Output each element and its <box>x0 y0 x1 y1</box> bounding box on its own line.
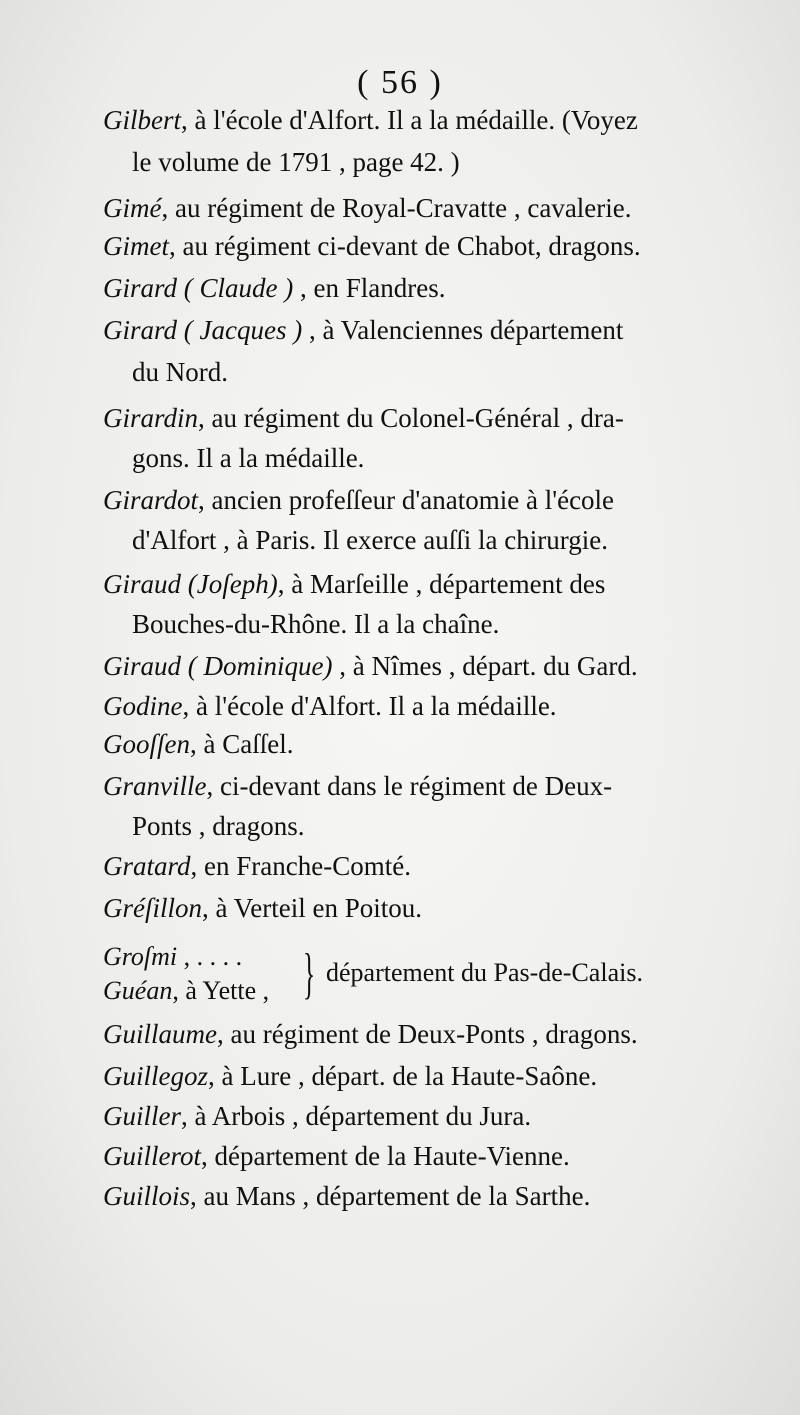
entry-girard-claude <box>103 270 763 307</box>
entry-name: Guiller <box>103 1101 181 1131</box>
entry-guillois <box>103 1178 763 1215</box>
entry-guean <box>103 974 269 1008</box>
brace-shared-text: département du Pas-de-Calais. <box>326 958 643 987</box>
entry-text: , au régiment du Colonel-Général , dra- <box>198 403 624 433</box>
entry-giraud-dominique <box>103 648 763 685</box>
entry-text: , à Yette , <box>172 976 270 1005</box>
entry-text: , à Marſeille , département des <box>277 569 606 599</box>
entry-name: Girard ( Claude ) <box>103 273 294 303</box>
entry-text: , à Arbois , département du Jura. <box>181 1101 532 1131</box>
entry-name: Guéan <box>103 976 173 1005</box>
entry-name: Godine <box>103 691 183 721</box>
entry-girardin <box>103 400 763 437</box>
entry-gratard <box>103 848 763 885</box>
entry-continuation: d'Alfort , à Paris. Il exerce auſſi la chirurgie. <box>132 525 608 555</box>
entry-name: Granville <box>103 771 207 801</box>
entry-godine <box>103 688 763 725</box>
entry-text: , département de la Haute-Vienne. <box>201 1141 570 1171</box>
entry-gimet <box>103 228 763 265</box>
entry-name: Gimé <box>103 193 162 223</box>
entry-gilbert <box>103 102 763 139</box>
entry-name: Gréſillon <box>103 893 202 923</box>
entry-continuation: du Nord. <box>132 357 228 387</box>
entry-gooffen <box>103 726 763 763</box>
entry-guillegoz <box>103 1058 763 1095</box>
entry-name: Girardot <box>103 485 199 515</box>
entry-name: Gilbert <box>103 105 181 135</box>
entry-granville <box>103 768 763 805</box>
curly-brace-icon: } <box>303 943 316 1005</box>
entry-continuation: Ponts , dragons. <box>132 811 305 841</box>
entry-text: , ci-devant dans le régiment de Deux- <box>206 771 613 801</box>
entry-name: Gooſſen <box>103 729 190 759</box>
entry-text: , . . . . <box>177 942 243 971</box>
entry-continuation: Bouches-du-Rhône. Il a la chaîne. <box>132 609 500 639</box>
entry-text: , en Flandres. <box>293 273 446 303</box>
entry-text: , à Nîmes , départ. du Gard. <box>332 651 638 681</box>
brace-group-pas-de-calais <box>103 940 783 1020</box>
entry-name: Girard ( Jacques ) <box>103 315 303 345</box>
entry-name: Gimet <box>103 231 169 261</box>
entry-name: Gratard <box>103 851 191 881</box>
entry-guillerot <box>103 1138 763 1175</box>
entry-text: , à Valenciennes département <box>302 315 624 345</box>
entry-grofmi <box>103 940 269 974</box>
entry-name: Guillegoz <box>103 1061 208 1091</box>
entry-name: Guillerot <box>103 1141 201 1171</box>
entry-text: , au Mans , département de la Sarthe. <box>190 1181 591 1211</box>
entry-grefillon <box>103 890 763 927</box>
entry-giraud-joseph <box>103 566 763 603</box>
entry-name: Guillaume <box>103 1019 217 1049</box>
entry-girard-jacques <box>103 312 763 349</box>
entry-name: Guillois <box>103 1181 191 1211</box>
entry-text: , à Lure , départ. de la Haute-Saône. <box>208 1061 598 1091</box>
entry-text: , à Verteil en Poitou. <box>202 893 422 923</box>
page-number: ( 56 ) <box>357 64 443 101</box>
entry-text: , au régiment de Royal-Cravatte , cavalerie. <box>161 193 632 223</box>
entry-text: , au régiment de Deux-Ponts , dragons. <box>217 1019 638 1049</box>
entry-name: Groſmi <box>103 942 178 971</box>
entry-guillaume <box>103 1016 763 1053</box>
entry-name: Giraud ( Dominique) <box>103 651 333 681</box>
entry-text: , à l'école d'Alfort. Il a la médaille. (Voyez <box>181 105 638 135</box>
entry-name: Girardin <box>103 403 199 433</box>
brace-entries <box>103 940 269 1008</box>
entry-text: , ancien profeſſeur d'anatomie à l'école <box>198 485 615 515</box>
entry-gime <box>103 190 763 227</box>
entry-text: , à Caſſel. <box>190 729 294 759</box>
entry-continuation: le volume de 1791 , page 42. ) <box>132 147 460 177</box>
entry-name: Giraud (Joſeph) <box>103 569 278 599</box>
entry-continuation: gons. Il a la médaille. <box>132 443 365 473</box>
entry-text: , à l'école d'Alfort. Il a la médaille. <box>182 691 557 721</box>
entry-guiller <box>103 1098 763 1135</box>
entry-text: , au régiment ci-devant de Chabot, dragons. <box>168 231 641 261</box>
entry-girardot <box>103 482 763 519</box>
entry-text: , en Franche-Comté. <box>190 851 411 881</box>
